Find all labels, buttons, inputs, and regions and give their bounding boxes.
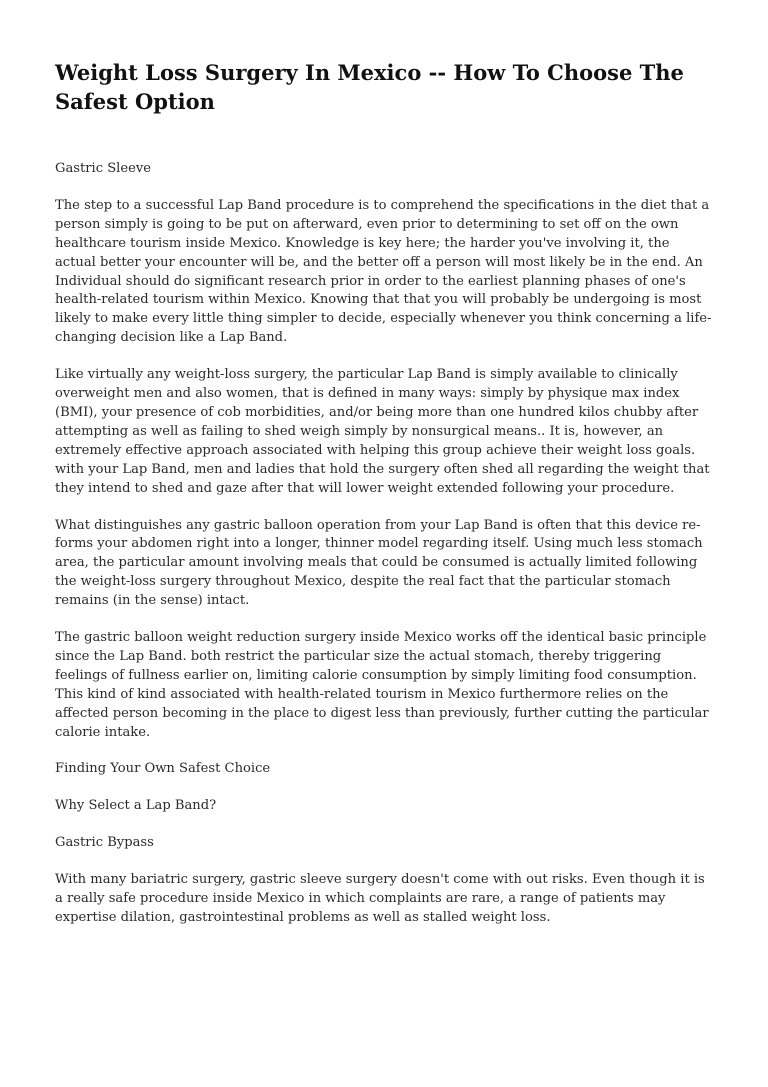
paragraph-weight-loss-eligibility: Like virtually any weight-loss surgery, the particular Lap Band is simply available to clinically overweight men and also women, that is defined in many ways: simply by physique max index (BMI), your presence of cob morbidities, and/or being more than one hundred kilos chubby after attempting as well as failing to shed weigh simply by nonsurgical means.. It is, however, an extremely effective approach associated with helping this group achieve their weight loss goals. with your Lap Band, men and ladies that hold the surgery often shed all regarding the weight that they intend to shed and gaze after that will lower weight extended following your procedure. bbox=[55, 367, 710, 496]
paragraph-risks: With many bariatric surgery, gastric sleeve surgery doesn't come with out risks. Even though it is a really safe procedure inside Mexico in which complaints are rare, a range of patients may expertise dilation, gastrointestinal problems as well as stalled weight loss. bbox=[55, 872, 705, 925]
subheading-gastric-sleeve: Gastric Sleeve bbox=[55, 161, 151, 176]
paragraph-gastric-balloon-difference: What distinguishes any gastric balloon operation from your Lap Band is often that this device re-forms your abdomen right into a longer, thinner model regarding itself. Using much less stomach area, the particular amount involving meals that could be consumed is actually limited following the weight-loss surgery throughout Mexico, despite the real fact that the particular stomach remains (in the sense) intact. bbox=[55, 517, 703, 609]
subheading-why-lap-band: Why Select a Lap Band? bbox=[55, 798, 217, 814]
paragraph-gastric-balloon-principle: The gastric balloon weight reduction surgery inside Mexico works off the identical basic principle since the Lap Band. both restrict the particular size the actual stomach, thereby triggering feelings of fullness earlier on, limiting calorie consumption by simply limiting food consumption. This kind of kind associated with health-related tourism in Mexico furthermore relies on the affected person becoming in the place to digest less than previously, further cutting the particular calorie intake. bbox=[55, 630, 709, 740]
subheading-safest-choice: Finding Your Own Safest Choice bbox=[55, 761, 271, 777]
subheading-gastric-bypass: Gastric Bypass bbox=[55, 835, 154, 851]
paragraph-lap-band-diet: The step to a successful Lap Band procedure is to comprehend the specifications in the diet that a person simply is going to be put on afterward, even prior to determining to set off on the own healthcare tourism inside Mexico. Knowledge is key here; the harder you've involving it, the actual better your encounter will be, and the better off a person will most likely be in the end. An Individual should do significant research prior in order to the earliest planning phases of one's health-related tourism within Mexico. Knowing that that you will probably be undergoing is most likely to make every little thing simpler to decide, especially whenever you think concerning a life-changing decision like a Lap Band. bbox=[55, 197, 712, 346]
document-title: Weight Loss Surgery In Mexico -- How To Choose The Safest Option bbox=[55, 60, 684, 114]
